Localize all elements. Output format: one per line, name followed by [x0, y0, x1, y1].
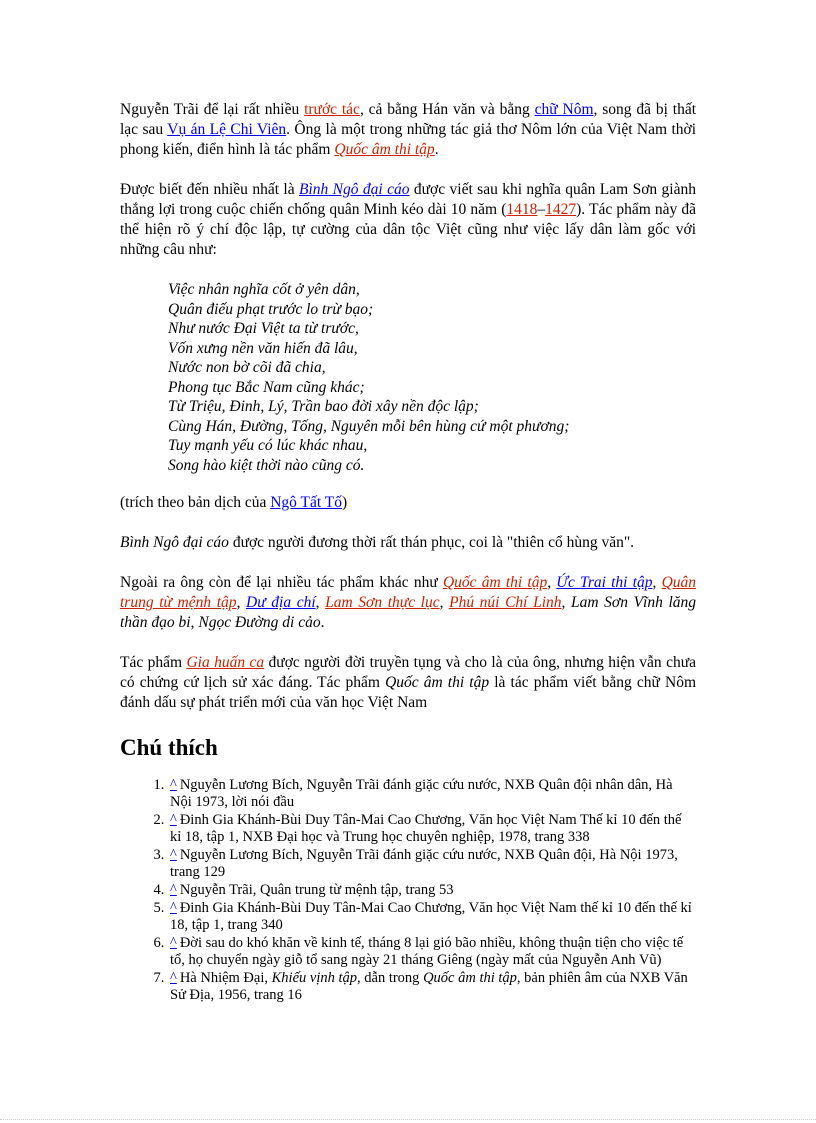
backref-link[interactable]: ^: [170, 935, 177, 951]
poem-quote: [168, 280, 696, 475]
text: ). Tác phẩm này đã thể hiện rõ ý chí độc lập, tự cường của dân tộc Việt cũng như việc lấy dân làm gốc với những câu như:: [120, 201, 696, 258]
link-quoc-am-thi-tap[interactable]: Quốc âm thi tập: [334, 141, 435, 158]
work-title: Bình Ngô đại cáo: [120, 534, 229, 551]
text: , bản phiên âm của NXB Văn Sử Địa, 1956, trang 16: [170, 970, 688, 1003]
text: , song đã bị thất lạc sau: [120, 101, 697, 138]
note-item: [168, 777, 696, 811]
page-bottom-divider: [0, 1119, 816, 1120]
link-binh-ngo-dai-cao[interactable]: Bình Ngô đại cáo: [299, 181, 410, 198]
link-vu-an-le-chi-vien[interactable]: Vụ án Lệ Chi Viên: [167, 121, 287, 138]
note-item: [168, 812, 696, 846]
work-title: Quốc âm thi tập: [423, 970, 517, 986]
link-quan-trung-tu-menh-tap[interactable]: Quân trung từ mệnh tập: [120, 574, 697, 611]
backref-link[interactable]: ^: [170, 970, 177, 986]
text: được người đời truyền tụng và cho là của ông, nhưng hiện vẫn chưa có chứng cứ lịch sử xác đáng. Tác phẩm: [120, 654, 696, 691]
poem-line: Cùng Hán, Đường, Tống, Nguyên mỗi bên hùng cứ một phương;: [168, 417, 570, 435]
note-item: [168, 882, 696, 899]
poem-line: Song hào kiệt thời nào cũng có.: [168, 456, 365, 474]
poem-line: Tuy mạnh yếu có lúc khác nhau,: [168, 437, 368, 454]
work-title: Ngọc Đường di cảo: [198, 614, 321, 631]
paragraph-other-works: [120, 573, 696, 633]
text: .: [434, 141, 439, 158]
text: –: [537, 201, 546, 218]
link-uc-trai-thi-tap[interactable]: Ức Trai thi tập: [556, 574, 653, 591]
text: Được biết đến nhiều nhất là: [120, 181, 299, 198]
link-truoc-tac[interactable]: trước tác: [304, 101, 360, 118]
backref-link[interactable]: ^: [170, 900, 177, 916]
text: (trích theo bản dịch của: [120, 494, 271, 511]
poem-line: Phong tục Bắc Nam cũng khác;: [168, 378, 365, 396]
separator: ,: [236, 594, 247, 611]
poem-line: Như nước Đại Việt ta từ trước,: [168, 320, 359, 337]
work-title: Quốc âm thi tập: [385, 674, 490, 691]
text: ): [341, 494, 348, 511]
backref-link[interactable]: ^: [170, 777, 177, 793]
note-text: Nguyễn Lương Bích, Nguyễn Trãi đánh giặc cứu nước, NXB Quân đội nhân dân, Hà Nội 1973, lời nói đầu: [170, 777, 673, 810]
text: .: [320, 614, 325, 631]
text: được viết sau khi nghĩa quân Lam Sơn giành thắng lợi trong cuộc chiến chống quân Minh kéo dài 10 năm (: [120, 181, 696, 218]
separator: ,: [652, 574, 662, 591]
paragraph-translation-credit: [120, 493, 696, 513]
poem-line: Vốn xưng nền văn hiến đã lâu,: [168, 339, 358, 357]
note-item: [168, 935, 696, 969]
backref-link[interactable]: ^: [170, 812, 177, 828]
text: Hà Nhiệm Đại,: [179, 970, 272, 986]
paragraph-thien-co-hung-van: [120, 533, 696, 553]
backref-link[interactable]: ^: [170, 882, 177, 898]
note-item: [168, 900, 696, 934]
link-quoc-am-thi-tap-2[interactable]: Quốc âm thi tập: [442, 574, 548, 591]
text: được người đương thời rất thán phục, coi là "thiên cổ hùng văn".: [228, 534, 635, 551]
text: Tác phẩm: [120, 654, 187, 671]
separator: ,: [190, 614, 199, 631]
paragraph-binh-ngo: [120, 180, 696, 260]
poem-line: Nước non bờ cõi đã chia,: [168, 359, 326, 376]
work-title: Khiếu vịnh tập: [271, 970, 358, 986]
note-item: [168, 847, 696, 881]
text: Ngoài ra ông còn để lại nhiều tác phẩm khác như: [120, 574, 443, 591]
link-gia-huan-ca[interactable]: Gia huấn ca: [186, 654, 265, 671]
link-lam-son-thuc-luc[interactable]: Lam Sơn thực lục: [325, 594, 440, 611]
separator: ,: [561, 594, 572, 611]
poem-line: Việc nhân nghĩa cốt ở yên dân,: [168, 281, 360, 298]
link-phu-nui-chi-linh[interactable]: Phú núi Chí Linh: [449, 594, 562, 611]
text: là tác phẩm viết bằng chữ Nôm đánh dấu sự phát triển mới của văn học Việt Nam: [120, 674, 697, 711]
link-ngo-tat-to[interactable]: Ngô Tất Tố: [270, 494, 342, 511]
separator: ,: [439, 594, 450, 611]
backref-link[interactable]: ^: [170, 847, 177, 863]
text: Nguyễn Trãi để lại rất nhiều: [120, 101, 305, 118]
text: , dẫn trong: [357, 970, 424, 986]
text: . Ông là một trong những tác giả thơ Nôm lớn của Việt Nam thời phong kiến, điển hình là tác phẩm: [120, 121, 697, 158]
link-1418[interactable]: 1418: [506, 201, 538, 218]
notes-list: [120, 777, 696, 1004]
link-du-dia-chi[interactable]: Dư địa chí: [246, 594, 316, 611]
note-text: Đinh Gia Khánh-Bùi Duy Tân-Mai Cao Chương, Văn học Việt Nam thế kỉ 10 đến thế kỉ 18, tập 1, trang 340: [170, 900, 692, 933]
poem-line: Quân điếu phạt trước lo trừ bạo;: [168, 300, 374, 318]
link-chu-nom[interactable]: chữ Nôm: [534, 101, 594, 118]
poem-line: Từ Triệu, Đinh, Lý, Trần bao đời xây nền độc lập;: [168, 398, 479, 415]
work-title: Lam Sơn Vĩnh lăng thần đạo bi: [120, 594, 697, 631]
separator: ,: [315, 594, 326, 611]
paragraph-intro: [120, 100, 696, 160]
note-text: Nguyễn Trãi, Quân trung từ mệnh tập, trang 53: [179, 882, 454, 898]
note-text: Đinh Gia Khánh-Bùi Duy Tân-Mai Cao Chương, Văn học Việt Nam Thế kỉ 10 đến thế kỉ 18, tập 1, NXB Đại học và Trung học chuyên nghiệp, 1978, trang 338: [170, 812, 682, 845]
text: , cả bằng Hán văn và bằng: [359, 101, 535, 118]
notes-heading: Chú thích: [120, 735, 218, 760]
separator: ,: [547, 574, 557, 591]
note-text: Đời sau do khó khăn về kinh tế, tháng 8 lại gió bão nhiều, không thuận tiện cho việc tế tổ, họ chuyển ngày giỗ tổ sang ngày 21 tháng Giêng (ngày mất của Nguyễn Anh Vũ): [170, 935, 684, 968]
link-1427[interactable]: 1427: [545, 201, 577, 218]
note-text: Nguyễn Lương Bích, Nguyễn Trãi đánh giặc cứu nước, NXB Quân đội, Hà Nội 1973, trang 129: [170, 847, 678, 880]
paragraph-gia-huan-ca: [120, 653, 696, 713]
note-item: [168, 970, 696, 1004]
document-page: [120, 100, 696, 1005]
